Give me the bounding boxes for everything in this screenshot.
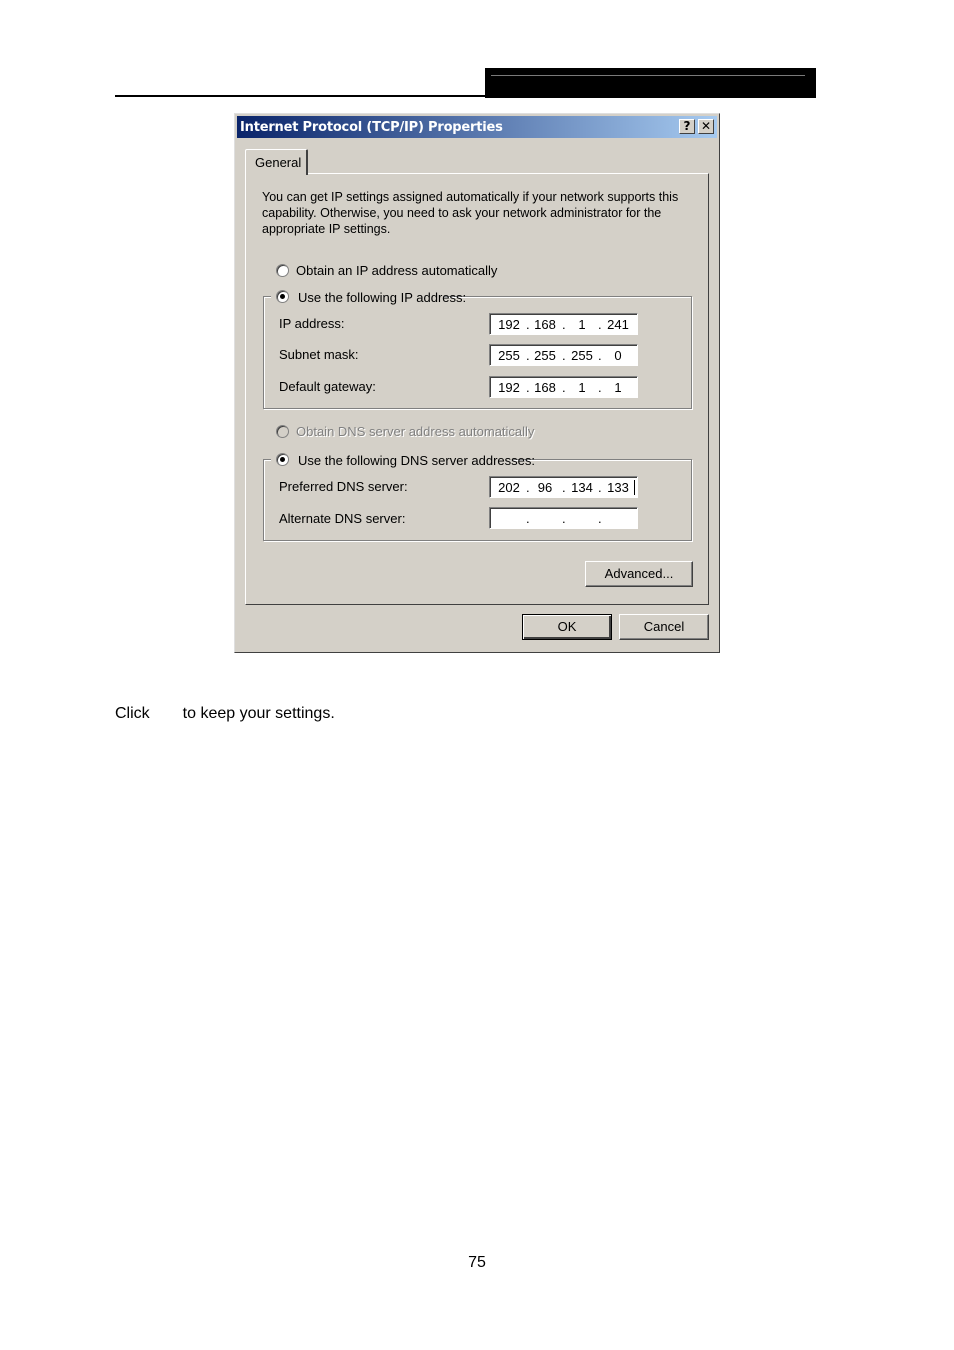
ip-octet-4: 241 <box>607 317 629 332</box>
obtain-ip-auto-radio[interactable] <box>276 264 289 277</box>
dns-dot: . <box>526 480 530 495</box>
cancel-button[interactable]: Cancel <box>619 614 709 640</box>
subnet-octet-3: 255 <box>571 348 593 363</box>
obtain-ip-auto-label[interactable]: Obtain an IP address automatically <box>296 263 498 278</box>
dns-octet-2: 96 <box>537 480 553 495</box>
obtain-dns-auto-label[interactable]: Obtain DNS server address automatically <box>296 424 535 439</box>
subnet-octet-1: 255 <box>498 348 520 363</box>
subnet-octet-2: 255 <box>534 348 556 363</box>
dns-dot: . <box>562 480 566 495</box>
dns-octet-3: 134 <box>571 480 593 495</box>
advanced-button[interactable]: Advanced... <box>585 561 693 587</box>
description-text: You can get IP settings assigned automatically if your network supports this capability. Otherwise, you need to ask your network administrator for the appropriate IP settings. <box>262 190 679 236</box>
ip-group-legend <box>271 288 467 305</box>
gateway-dot: . <box>562 380 566 395</box>
page-number: 75 <box>468 1254 486 1271</box>
header-bar <box>485 68 816 98</box>
ok-button[interactable]: OK <box>522 614 612 640</box>
alternate-dns-input[interactable] <box>489 507 638 529</box>
dns-dot: . <box>598 480 602 495</box>
alt-dns-dot: . <box>526 511 530 526</box>
ip-dot: . <box>598 317 602 332</box>
gateway-octet-2: 168 <box>534 380 556 395</box>
click-rest: to keep your settings. <box>182 705 335 722</box>
obtain-dns-auto-radio[interactable] <box>276 425 289 438</box>
gateway-octet-3: 1 <box>578 380 586 395</box>
subnet-dot: . <box>598 348 602 363</box>
ip-octet-2: 168 <box>534 317 556 332</box>
ip-dot: . <box>562 317 566 332</box>
subnet-mask-label: Subnet mask: <box>279 347 359 362</box>
gateway-octet-1: 192 <box>498 380 520 395</box>
dialog-title: Internet Protocol (TCP/IP) Properties <box>240 120 503 135</box>
ip-dot: . <box>526 317 530 332</box>
header-rule <box>115 95 485 97</box>
alt-dns-dot: . <box>598 511 602 526</box>
preferred-dns-input[interactable] <box>489 476 638 498</box>
preferred-dns-label: Preferred DNS server: <box>279 479 408 494</box>
tab-general-label: General <box>255 155 302 170</box>
ip-address-input[interactable] <box>489 313 638 335</box>
ip-address-label: IP address: <box>279 316 345 331</box>
alternate-dns-label: Alternate DNS server: <box>279 511 406 526</box>
subnet-octet-4: 0 <box>614 348 622 363</box>
close-button[interactable]: ✕ <box>698 119 714 134</box>
tcpip-properties-dialog <box>234 113 720 653</box>
ip-octet-1: 192 <box>498 317 520 332</box>
gateway-dot: . <box>526 380 530 395</box>
use-following-dns-radio[interactable] <box>276 453 289 466</box>
use-following-ip-label[interactable]: Use the following IP address: <box>298 290 467 305</box>
subnet-dot: . <box>526 348 530 363</box>
gateway-dot: . <box>598 380 602 395</box>
gateway-octet-4: 1 <box>614 380 622 395</box>
radio-selected-dot <box>280 294 285 299</box>
dns-group-legend <box>271 451 535 468</box>
dns-octet-4: 133 <box>607 480 629 495</box>
ip-octet-3: 1 <box>578 317 586 332</box>
tab-general[interactable] <box>245 149 308 175</box>
click-word: Click <box>115 705 150 722</box>
title-bar[interactable] <box>237 116 717 138</box>
use-following-dns-label[interactable]: Use the following DNS server addresses: <box>298 453 535 468</box>
instruction-text <box>115 705 335 723</box>
dns-octet-1: 202 <box>498 480 520 495</box>
subnet-dot: . <box>562 348 566 363</box>
radio-selected-dot <box>280 457 285 462</box>
text-cursor <box>634 480 635 495</box>
help-button[interactable]: ? <box>679 119 695 134</box>
use-following-ip-radio[interactable] <box>276 290 289 303</box>
default-gateway-input[interactable] <box>489 376 638 398</box>
alt-dns-dot: . <box>562 511 566 526</box>
default-gateway-label: Default gateway: <box>279 379 376 394</box>
header-bar-line <box>491 75 805 76</box>
subnet-mask-input[interactable] <box>489 344 638 366</box>
